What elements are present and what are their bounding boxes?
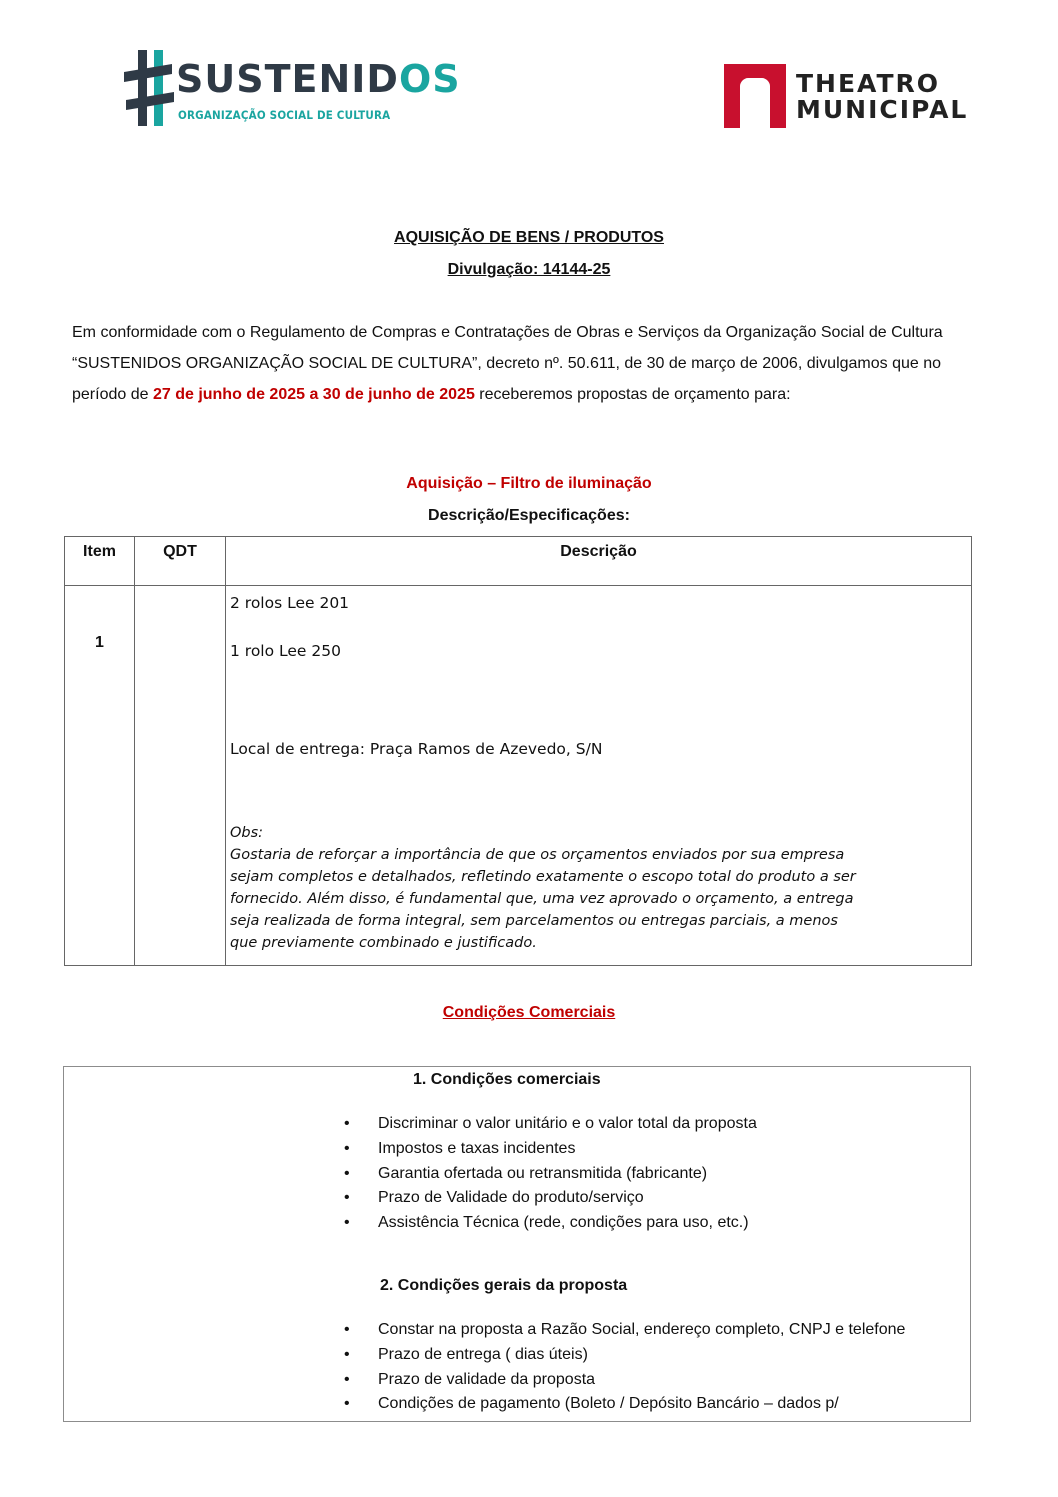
obs-line: que previamente combinado e justificado. — [230, 935, 537, 951]
table-row — [65, 586, 972, 966]
specs-heading: Descrição/Especificações: — [428, 507, 630, 524]
logo-tagline: ORGANIZAÇÃO SOCIAL DE CULTURA — [178, 108, 391, 122]
obs-line: fornecido. Além disso, é fundamental que, uma vez aprovado o orçamento, a entrega — [230, 891, 854, 907]
acquisition-title: Aquisição – Filtro de iluminação — [406, 475, 652, 492]
logo-brand-text: SUSTENIDOS — [176, 57, 461, 101]
list-item: • Impostos e taxas incidentes — [344, 1137, 757, 1162]
list-item: • Constar na proposta a Razão Social, endereço completo, CNPJ e telefone — [344, 1318, 905, 1343]
obs-line: seja realizada de forma integral, sem parcelamentos ou entregas parciais, a menos — [230, 913, 838, 929]
list-item: • Prazo de Validade do produto/serviço — [344, 1186, 757, 1211]
conditions-section-2-title: 2. Condições gerais da proposta — [380, 1277, 628, 1294]
cell-item: 1 — [65, 586, 135, 966]
obs-block — [230, 822, 967, 954]
list-item: • Garantia ofertada ou retransmitida (fabricante) — [344, 1162, 757, 1187]
obs-label: Obs: — [230, 825, 264, 841]
conditions-section-1-list — [344, 1112, 757, 1236]
cell-descricao — [226, 586, 972, 966]
logo-line-1: THEATRO — [796, 69, 941, 98]
desc-line-2: 1 rolo Lee 250 — [230, 642, 341, 660]
conditions-section-2-list — [344, 1318, 905, 1417]
items-table — [64, 536, 972, 966]
list-item: • Prazo de validade da proposta — [344, 1368, 905, 1393]
conditions-section-1-title: 1. Condições comerciais — [413, 1071, 601, 1088]
header-item: Item — [65, 537, 135, 586]
theater-arch-icon — [724, 64, 788, 130]
delivery-location: Local de entrega: Praça Ramos de Azevedo, S/N — [230, 740, 603, 758]
list-item: • Prazo de entrega ( dias úteis) — [344, 1343, 905, 1368]
intro-period: 27 de junho de 2025 a 30 de junho de 2025 — [152, 386, 475, 403]
desc-line-1: 2 rolos Lee 201 — [230, 594, 350, 612]
header-descricao: Descrição — [226, 537, 972, 586]
hash-icon — [124, 48, 176, 130]
header-qdt: QDT — [135, 537, 226, 586]
list-item: • Discriminar o valor unitário e o valor total da proposta — [344, 1112, 757, 1137]
obs-line: sejam completos e detalhados, refletindo exatamente o escopo total do produto a ser — [230, 869, 856, 885]
sustenidos-logo — [124, 48, 461, 130]
obs-line: Gostaria de reforçar a importância de que os orçamentos enviados por sua empresa — [230, 847, 845, 863]
conditions-title: Condições Comerciais — [442, 1004, 616, 1021]
list-item: • Condições de pagamento (Boleto / Depósito Bancário – dados p/ — [344, 1392, 905, 1417]
document-subtitle: Divulgação: 14144-25 — [447, 261, 611, 278]
table-header-row — [65, 537, 972, 586]
theatro-municipal-logo — [724, 64, 969, 130]
logo-line-2: MUNICIPAL — [796, 95, 969, 124]
intro-paragraph: Em conformidade com o Regulamento de Compras e Contratações de Obras e Serviços da Organização Social de Cultura “SUSTENIDOS ORGANIZAÇÃO SOCIAL DE CULTURA”, decreto nº. 50.611, de 30 de março de 2006, divulgamos que no período de 27 de junho de 2025 a 30 de junho de 2025 receberemos propostas de orçamento para: — [72, 324, 943, 403]
cell-qdt — [135, 586, 226, 966]
document-title: AQUISIÇÃO DE BENS / PRODUTOS — [394, 229, 664, 246]
list-item: • Assistência Técnica (rede, condições para uso, etc.) — [344, 1211, 757, 1236]
